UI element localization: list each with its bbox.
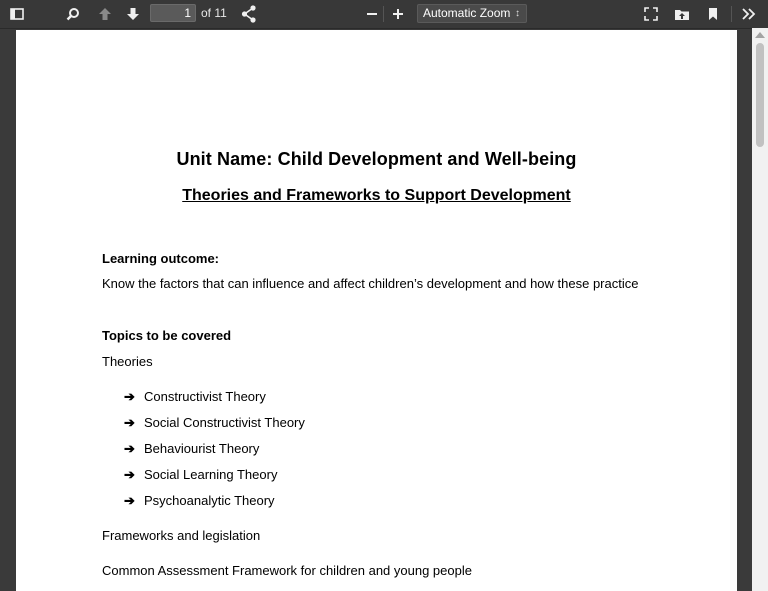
learning-outcome-heading: Learning outcome:: [102, 251, 220, 266]
zoom-in-button[interactable]: [390, 4, 406, 24]
open-file-button[interactable]: [673, 4, 691, 24]
toolbar-separator: [731, 6, 732, 22]
page-count-label: of 11: [201, 6, 227, 20]
open-folder-icon: [674, 7, 690, 21]
sidebar-toggle-icon: [10, 8, 24, 20]
arrow-right-icon: ➔: [124, 441, 135, 456]
section-title: Theories and Frameworks to Support Development: [182, 187, 571, 204]
list-item: [124, 467, 277, 483]
double-chevron-right-icon: [742, 8, 756, 20]
bookmark-icon: [708, 7, 718, 21]
previous-page-button[interactable]: [96, 4, 114, 24]
arrow-right-icon: ➔: [124, 415, 135, 430]
tools-button[interactable]: [740, 4, 758, 24]
sidebar-toggle-button[interactable]: [8, 4, 26, 24]
theory-name: Social Learning Theory: [144, 467, 278, 482]
search-icon: [66, 7, 80, 21]
theory-name: Social Constructivist Theory: [144, 415, 305, 430]
scroll-up-arrow-icon[interactable]: [755, 32, 765, 38]
share-button[interactable]: [239, 4, 259, 24]
list-item: [124, 441, 259, 457]
arrow-down-icon: [126, 7, 140, 21]
find-button[interactable]: [64, 4, 82, 24]
arrow-right-icon: ➔: [124, 389, 135, 404]
vertical-scrollbar[interactable]: [752, 28, 768, 591]
next-page-button[interactable]: [124, 4, 142, 24]
plus-icon: [392, 8, 404, 20]
page-number-input[interactable]: 1: [150, 4, 196, 22]
toolbar-separator: [383, 6, 384, 22]
bookmark-button[interactable]: [705, 4, 721, 24]
theories-label: Theories: [102, 354, 153, 369]
fullscreen-icon: [644, 7, 658, 21]
list-item: [124, 493, 275, 509]
list-item: [124, 389, 266, 405]
arrow-right-icon: ➔: [124, 467, 135, 482]
caf-label: Common Assessment Framework for children and young people: [102, 563, 472, 578]
theory-name: Behaviourist Theory: [144, 441, 260, 456]
learning-outcome-text: Know the factors that can influence and affect children’s development and how these practice: [102, 276, 639, 291]
pdf-page: [16, 30, 737, 591]
theory-name: Psychoanalytic Theory: [144, 493, 275, 508]
topics-heading: Topics to be covered: [102, 328, 232, 343]
chevron-updown-icon: ↕: [515, 8, 520, 19]
unit-title: Unit Name: Child Development and Well-being: [176, 149, 577, 169]
frameworks-label: Frameworks and legislation: [102, 528, 261, 543]
share-icon: [241, 5, 257, 23]
zoom-select-value: Automatic Zoom: [423, 6, 511, 20]
presentation-mode-button[interactable]: [642, 4, 660, 24]
pdf-toolbar: [0, 0, 768, 29]
minus-icon: [366, 8, 378, 20]
zoom-select[interactable]: [417, 4, 527, 23]
arrow-right-icon: ➔: [124, 493, 135, 508]
zoom-out-button[interactable]: [364, 4, 380, 24]
theory-name: Constructivist Theory: [144, 389, 266, 404]
scrollbar-thumb[interactable]: [756, 43, 764, 147]
arrow-up-icon: [98, 7, 112, 21]
list-item: [124, 415, 305, 431]
